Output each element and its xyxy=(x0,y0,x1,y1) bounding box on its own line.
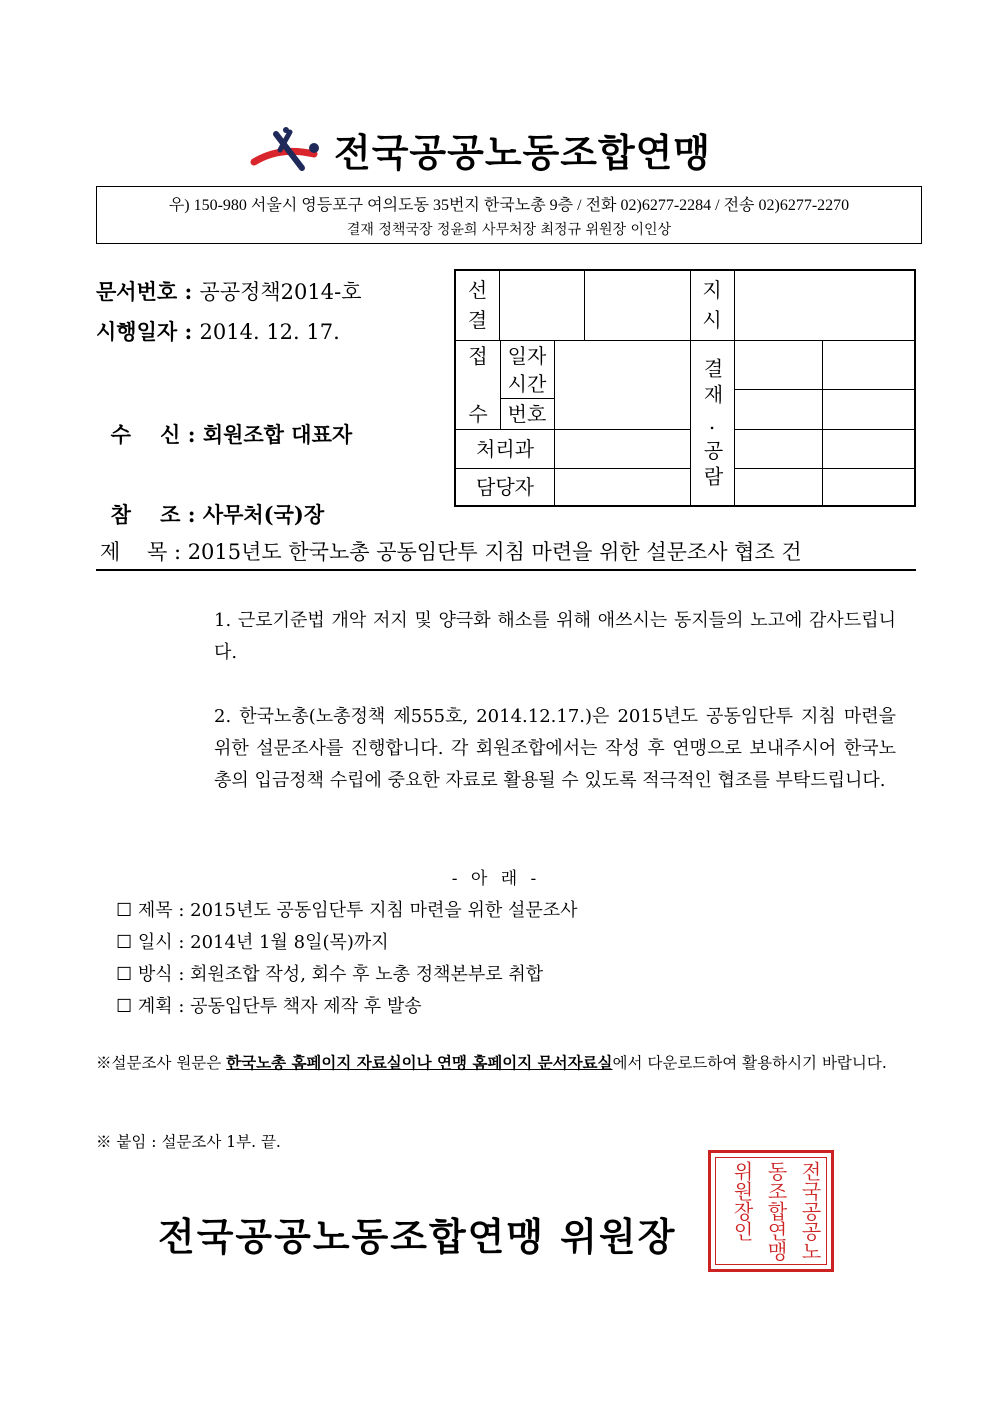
body-paragraph-1 xyxy=(96,605,896,669)
cell-sigan: 시간 xyxy=(507,372,547,396)
note-suffix: 에서 다운로드하여 활용하시기 바랍니다. xyxy=(612,1054,887,1072)
download-note xyxy=(96,1048,896,1078)
union-emblem-icon xyxy=(250,124,330,176)
doc-number-label: 문서번호 : xyxy=(96,279,200,304)
note-prefix: ※설문조사 원문은 xyxy=(96,1054,227,1072)
reference-label: 참 조 : xyxy=(110,502,203,527)
seal-column-1: 전국공공노 xyxy=(798,1161,822,1261)
cell-cheorigwa: 처리과 xyxy=(476,437,534,461)
cell-ilja: 일자 xyxy=(507,344,547,368)
seal-column-2: 동조합연맹 xyxy=(764,1161,788,1261)
reference-value: 사무처(국)장 xyxy=(202,502,325,527)
detail-item-date: ☐ 일시 : 2014년 1월 8일(목)까지 xyxy=(116,932,389,953)
cell-seon: 선 xyxy=(467,278,488,302)
cell-gyeoljae-gongram: 결재.공람 xyxy=(700,358,724,492)
cell-gyeol: 결 xyxy=(467,308,488,332)
signature-line: 전국공공노동조합연맹 위원장 xyxy=(158,1215,677,1259)
cell-beonho: 번호 xyxy=(507,402,547,426)
cell-jeop: 접 xyxy=(468,344,488,368)
doc-number-value: 공공정책2014-호 xyxy=(199,280,362,304)
body-paragraph-2-text: 2. 한국노총(노총정책 제555호, 2014.12.17.)은 2015년도 공동임단투 지침 마련을 위한 설문조사를 진행합니다. 각 회원조합에서는 작성 후 연맹으로 보내주시어 한국노총의 입금정책 수립에 중요한 자료로 활용될 수 있도록 적극적인 협조를 부탁드립니다. xyxy=(214,706,896,791)
doc-number xyxy=(96,276,362,306)
recipient-label: 수 신 : xyxy=(110,422,203,447)
detail-item-title: ☐ 제목 : 2015년도 공동임단투 지침 마련을 위한 설문조사 xyxy=(116,900,578,921)
recipient xyxy=(96,394,352,449)
address-box xyxy=(96,186,922,244)
recipient-value: 회원조합 대표자 xyxy=(202,422,353,447)
seal-column-3: 위원장인 xyxy=(730,1161,754,1241)
issue-date-value: 2014. 12. 17. xyxy=(199,320,340,344)
address-line: 우) 150-980 서울시 영등포구 여의도동 35번지 한국노총 9층 / 전화 02)6277-2284 / 전송 02)6277-2270 xyxy=(168,197,850,214)
official-seal xyxy=(708,1150,834,1272)
subject-divider xyxy=(96,569,916,571)
subject-line: 제 목 : 2015년도 한국노총 공동임단투 지침 마련을 위한 설문조사 협조 건 xyxy=(100,540,802,564)
reference xyxy=(96,474,324,529)
attachment-line: ※ 붙임 : 설문조사 1부. 끝. xyxy=(96,1133,281,1151)
letterhead-logo xyxy=(250,118,750,182)
issue-date-label: 시행일자 : xyxy=(96,319,200,344)
approval-table xyxy=(454,269,916,507)
note-emphasis: 한국노총 홈페이지 자료실이나 연맹 홈페이지 문서자료실 xyxy=(226,1053,613,1072)
cell-su: 수 xyxy=(468,402,488,426)
detail-item-plan: ☐ 계획 : 공동입단투 책자 제작 후 발송 xyxy=(116,996,422,1017)
org-name: 전국공공노동조합연맹 xyxy=(334,131,712,175)
cell-si: 시 xyxy=(702,308,722,332)
cell-damdangja: 담당자 xyxy=(476,475,534,499)
issue-date xyxy=(96,316,340,346)
body-paragraph-2 xyxy=(96,701,896,797)
body-paragraph-1-text: 1. 근로기준법 개악 저지 및 양극화 해소를 위해 애쓰시는 동지들의 노고에 감사드립니다. xyxy=(214,610,896,663)
approval-line: 결재 정책국장 정윤희 사무처장 최정규 위원장 이인상 xyxy=(346,222,672,238)
detail-item-method: ☐ 방식 : 회원조합 작성, 회수 후 노총 정책본부로 취합 xyxy=(116,964,544,985)
cell-ji: 지 xyxy=(702,278,722,302)
details-heading: - 아 래 - xyxy=(451,869,541,889)
